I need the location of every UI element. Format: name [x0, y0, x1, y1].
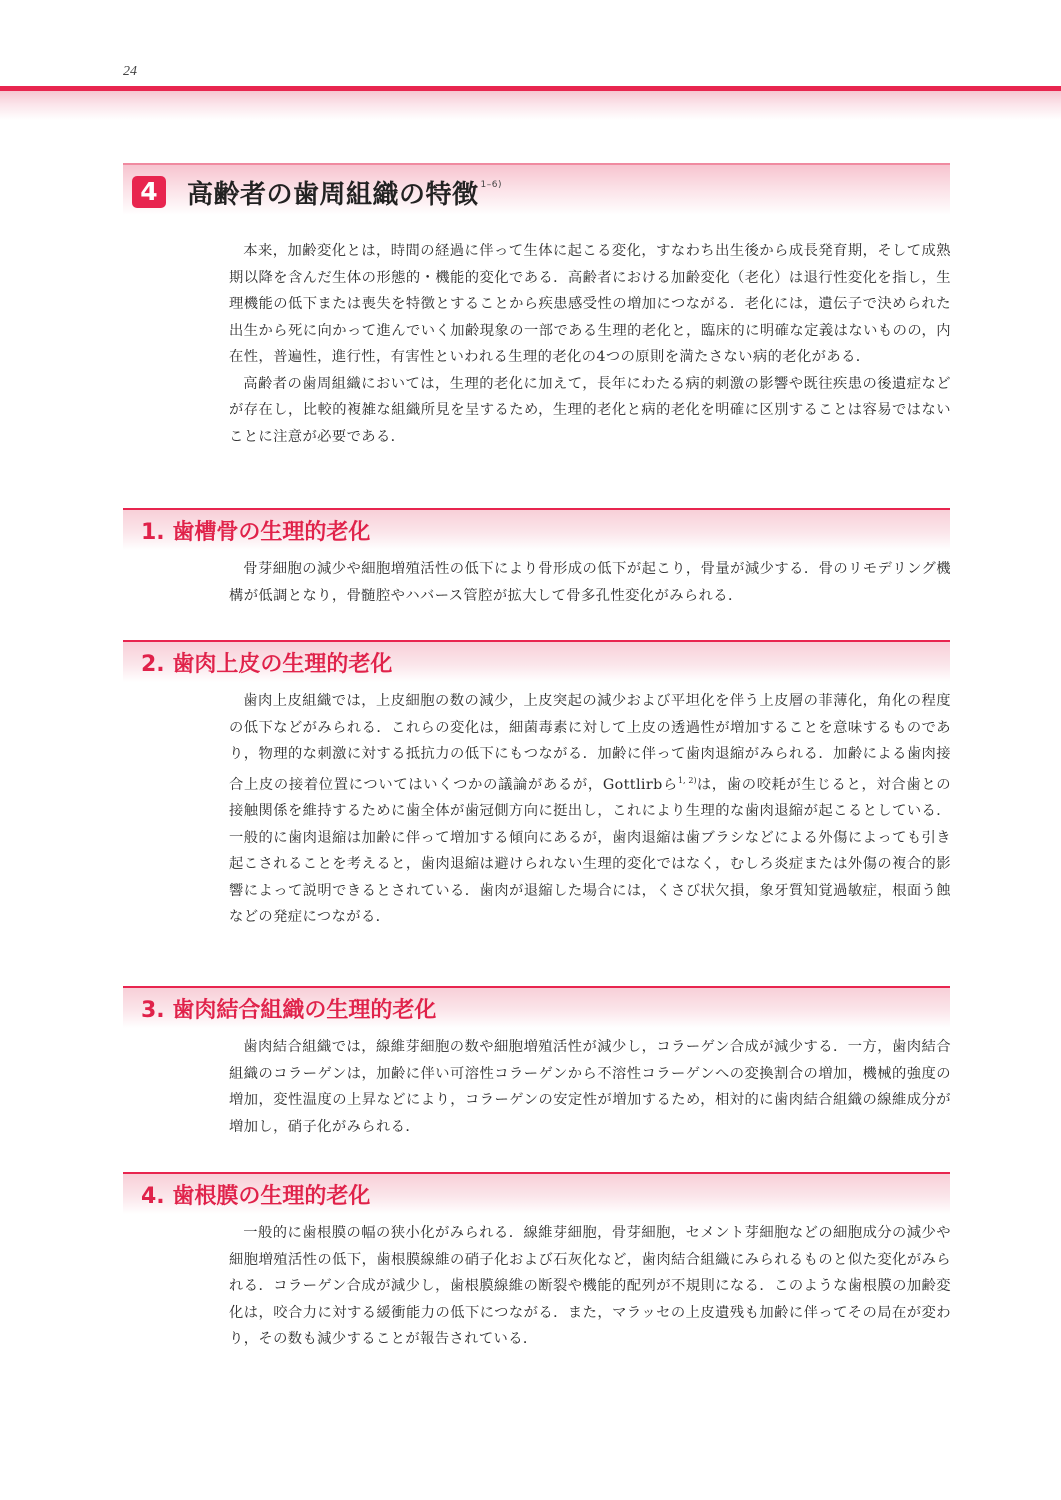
page-number: 24 [123, 64, 137, 79]
section-1-text [229, 556, 951, 609]
section-3-paragraph: 歯肉結合組織では，線維芽細胞の数や細胞増殖活性が減少し，コラーゲン合成が減少する．一方，歯肉結合組織のコラーゲンは，加齢に伴い可溶性コラーゲンから不溶性コラーゲンへの変換割合の増加，機械的強度の増加，変性温度の上昇などにより，コラーゲンの安定性が増加するため，相対的に歯肉結合組織の線維成分が増加し，硝子化がみられる． [229, 1039, 951, 1135]
section-heading-4 [123, 1172, 950, 1214]
section-2-text-b: は，歯の咬耗が生じると，対合歯との接触関係を維持するために歯全体が歯冠側方向に挺出し，これにより生理的な歯肉退縮が起こるとしている．一般的に歯肉退縮は加齢に伴って増加する傾向にあるが，歯肉退縮は歯ブラシなどによる外傷によっても引き起こされることを考えると，歯肉退縮は避けられない生理的変化ではなく，むしろ炎症または外傷の複合的影響によって説明できるとされている．歯肉が退縮した場合には，くさび状欠損，象牙質知覚過敏症，根面う蝕などの発症につながる． [229, 776, 951, 925]
section-heading-2 [123, 640, 950, 682]
chapter-reference: 1–6) [480, 180, 502, 190]
section-1-paragraph: 骨芽細胞の減少や細胞増殖活性の低下により骨形成の低下が起こり，骨量が減少する．骨のリモデリング機構が低調となり，骨髄腔やハバース管腔が拡大して骨多孔性変化がみられる． [229, 561, 951, 604]
section-title-2: 2. 歯肉上皮の生理的老化 [141, 652, 393, 677]
chapter-title-text: 高齢者の歯周組織の特徴 [187, 180, 479, 210]
section-title-4: 4. 歯根膜の生理的老化 [141, 1184, 371, 1209]
section-3-text [229, 1034, 951, 1140]
intro-paragraph-2: 高齢者の歯周組織においては，生理的老化に加えて，長年にわたる病的刺激の影響や既往疾患の後遺症などが存在し，比較的複雑な組織所見を呈するため，生理的老化と病的老化を明確に区別することは容易ではないことに注意が必要である． [229, 375, 951, 445]
section-2-text [229, 688, 951, 931]
chapter-number-badge: 4 [132, 176, 166, 208]
section-heading-1 [123, 508, 950, 550]
chapter-heading [123, 163, 950, 215]
intro-paragraph-1: 本来，加齢変化とは，時間の経過に伴って生体に起こる変化，すなわち出生後から成長発育期，そして成熟期以降を含んだ生体の形態的・機能的変化である．高齢者における加齢変化（老化）は退行性変化を指し，生理機能の低下または喪失を特徴とすることから疾患感受性の増加につながる．老化には，遺伝子で決められた出生から死に向かって進んでいく加齢現象の一部である生理的老化と，臨床的に明確な定義はないものの，内在性，普遍性，進行性，有害性といわれる生理的老化の4つの原則を満たさない病的老化がある． [229, 243, 951, 365]
section-2-reference: 1, 2) [677, 775, 697, 785]
chapter-title [187, 174, 502, 211]
header-band [0, 86, 1061, 120]
section-title-1: 1. 歯槽骨の生理的老化 [141, 520, 371, 545]
intro-text [229, 238, 951, 450]
section-2-paragraph [229, 688, 951, 931]
section-title-3: 3. 歯肉結合組織の生理的老化 [141, 998, 437, 1023]
section-4-paragraph: 一般的に歯根膜の幅の狭小化がみられる．線維芽細胞，骨芽細胞，セメント芽細胞などの細胞成分の減少や細胞増殖活性の低下，歯根膜線維の硝子化および石灰化など，歯肉結合組織にみられるものと似た変化がみられる．コラーゲン合成が減少し，歯根膜線維の断裂や機能的配列が不規則になる．このような歯根膜の加齢変化は，咬合力に対する緩衝能力の低下につながる．また，マラッセの上皮遺残も加齢に伴ってその局在が変わり，その数も減少することが報告されている． [229, 1225, 951, 1347]
section-heading-3 [123, 986, 950, 1028]
section-2-text-a: 歯肉上皮組織では，上皮細胞の数の減少，上皮突起の減少および平坦化を伴う上皮層の菲薄化，角化の程度の低下などがみられる．これらの変化は，細菌毒素に対して上皮の透過性が増加することを意味するものであり，物理的な刺激に対する抵抗力の低下にもつながる．加齢に伴って歯肉退縮がみられる．加齢による歯肉接合上皮の接着位置についてはいくつかの議論があるが，Gottlirbら [229, 693, 951, 793]
section-4-text [229, 1220, 951, 1353]
